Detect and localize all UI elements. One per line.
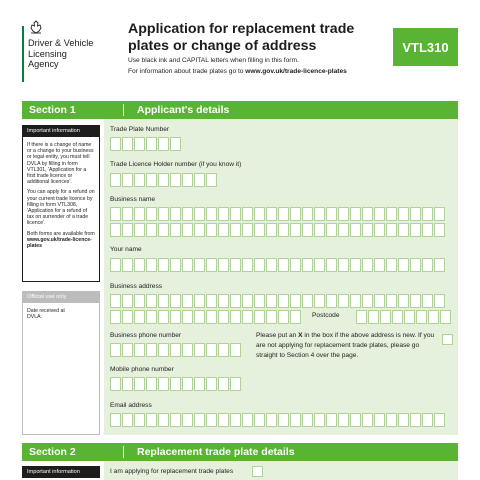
character-box[interactable] — [158, 413, 169, 427]
character-box[interactable] — [380, 310, 391, 324]
character-box[interactable] — [302, 223, 313, 237]
character-box[interactable] — [266, 310, 277, 324]
character-box[interactable] — [158, 258, 169, 272]
character-box[interactable] — [302, 258, 313, 272]
character-box[interactable] — [398, 413, 409, 427]
character-box[interactable] — [110, 310, 121, 324]
character-box[interactable] — [134, 310, 145, 324]
character-box[interactable] — [254, 223, 265, 237]
character-box[interactable] — [134, 137, 145, 151]
character-box[interactable] — [182, 223, 193, 237]
character-box[interactable] — [338, 294, 349, 308]
character-box[interactable] — [170, 413, 181, 427]
character-box[interactable] — [122, 343, 133, 357]
mobile-phone-input[interactable] — [110, 377, 242, 391]
character-box[interactable] — [242, 223, 253, 237]
character-box[interactable] — [314, 258, 325, 272]
important-info-p3 — [27, 231, 95, 250]
logo-rule — [22, 26, 24, 82]
character-box[interactable] — [302, 294, 313, 308]
postcode-label: Postcode — [312, 312, 340, 319]
email-label: Email address — [110, 402, 152, 409]
character-box[interactable] — [182, 258, 193, 272]
character-box[interactable] — [266, 413, 277, 427]
character-box[interactable] — [374, 207, 385, 221]
character-box[interactable] — [182, 310, 193, 324]
character-box[interactable] — [362, 413, 373, 427]
character-box[interactable] — [398, 258, 409, 272]
character-box[interactable] — [134, 258, 145, 272]
character-box[interactable] — [398, 294, 409, 308]
character-box[interactable] — [386, 207, 397, 221]
trade-licence-holder-label: Trade Licence Holder number (if you know it) — [110, 161, 242, 168]
character-box[interactable] — [194, 258, 205, 272]
character-box[interactable] — [194, 343, 205, 357]
character-box[interactable] — [314, 223, 325, 237]
character-box[interactable] — [146, 223, 157, 237]
character-box[interactable] — [278, 310, 289, 324]
agency-name: Driver & Vehicle Licensing Agency — [28, 38, 94, 69]
business-phone-label: Business phone number — [110, 332, 182, 339]
trade-plate-number-label: Trade Plate Number — [110, 126, 170, 133]
character-box[interactable] — [428, 310, 439, 324]
character-box[interactable] — [122, 294, 133, 308]
note-prefix: Please put an — [256, 332, 299, 339]
character-box[interactable] — [350, 207, 361, 221]
character-box[interactable] — [194, 294, 205, 308]
character-box[interactable] — [158, 173, 169, 187]
character-box[interactable] — [146, 294, 157, 308]
character-box[interactable] — [278, 413, 289, 427]
character-box[interactable] — [182, 343, 193, 357]
character-box[interactable] — [134, 223, 145, 237]
character-box[interactable] — [362, 294, 373, 308]
character-box[interactable] — [398, 223, 409, 237]
business-address-input-row1[interactable] — [110, 294, 446, 308]
character-box[interactable] — [158, 310, 169, 324]
character-box[interactable] — [206, 413, 217, 427]
character-box[interactable] — [302, 207, 313, 221]
applying-label: I am applying for replacement trade plates — [110, 468, 234, 475]
character-box[interactable] — [302, 413, 313, 427]
character-box[interactable] — [242, 258, 253, 272]
trade-licence-holder-input[interactable] — [110, 173, 218, 187]
business-name-input-row1[interactable] — [110, 207, 446, 221]
character-box[interactable] — [146, 377, 157, 391]
character-box[interactable] — [122, 207, 133, 221]
character-box[interactable] — [194, 413, 205, 427]
character-box[interactable] — [362, 223, 373, 237]
character-box[interactable] — [326, 413, 337, 427]
section1-number: Section 1 — [29, 104, 76, 116]
character-box[interactable] — [110, 258, 121, 272]
character-box[interactable] — [386, 223, 397, 237]
character-box[interactable] — [356, 310, 367, 324]
section2-name: Replacement trade plate details — [137, 446, 295, 458]
character-box[interactable] — [290, 207, 301, 221]
important-info-p3-prefix: Both forms are available from — [27, 230, 95, 237]
character-box[interactable] — [206, 294, 217, 308]
section2-bar — [22, 443, 458, 461]
character-box[interactable] — [134, 207, 145, 221]
character-box[interactable] — [182, 294, 193, 308]
character-box[interactable] — [410, 413, 421, 427]
character-box[interactable] — [416, 310, 427, 324]
character-box[interactable] — [410, 223, 421, 237]
character-box[interactable] — [134, 294, 145, 308]
character-box[interactable] — [110, 223, 121, 237]
important-info-body — [22, 137, 100, 282]
important-info-link[interactable]: www.gov.uk/trade-licence-plates — [27, 236, 92, 250]
official-use-heading: Official use only — [22, 291, 100, 303]
character-box[interactable] — [314, 413, 325, 427]
character-box[interactable] — [230, 223, 241, 237]
mobile-phone-label: Mobile phone number — [110, 366, 174, 373]
character-box[interactable] — [170, 294, 181, 308]
section1-divider — [123, 104, 124, 116]
section1-name: Applicant's details — [137, 104, 230, 116]
character-box[interactable] — [434, 294, 445, 308]
character-box[interactable] — [434, 223, 445, 237]
character-box[interactable] — [422, 223, 433, 237]
character-box[interactable] — [194, 173, 205, 187]
character-box[interactable] — [386, 413, 397, 427]
form-info — [128, 68, 347, 75]
trade-plate-number-input[interactable] — [110, 137, 182, 151]
note-rest: in the box if the above address is new. If you are not applying for replacement trade plates, please go straight to Section 4 over the page. — [256, 332, 435, 359]
form-info-link[interactable]: www.gov.uk/trade-licence-plates — [245, 68, 347, 75]
section1-bar — [22, 101, 458, 119]
character-box[interactable] — [242, 294, 253, 308]
character-box[interactable] — [170, 377, 181, 391]
character-box[interactable] — [122, 310, 133, 324]
character-box[interactable] — [254, 258, 265, 272]
new-address-checkbox[interactable] — [442, 334, 453, 345]
character-box[interactable] — [266, 294, 277, 308]
character-box[interactable] — [242, 413, 253, 427]
important-info-p1: If there is a change of name or a change to your business or legal entity, you must tell DVLA by filling in form VTL301, 'Application for a first trade licence or additional licences'. — [27, 142, 94, 186]
character-box[interactable] — [218, 294, 229, 308]
form-instruction: Use black ink and CAPITAL letters when filling in this form. — [128, 57, 299, 64]
character-box[interactable] — [290, 223, 301, 237]
character-box[interactable] — [440, 310, 451, 324]
character-box[interactable] — [110, 377, 121, 391]
character-box[interactable] — [170, 310, 181, 324]
postcode-input[interactable] — [356, 310, 452, 324]
character-box[interactable] — [404, 310, 415, 324]
character-box[interactable] — [230, 310, 241, 324]
character-box[interactable] — [122, 413, 133, 427]
character-box[interactable] — [290, 294, 301, 308]
character-box[interactable] — [410, 207, 421, 221]
character-box[interactable] — [122, 258, 133, 272]
character-box[interactable] — [386, 258, 397, 272]
character-box[interactable] — [218, 377, 229, 391]
character-box[interactable] — [242, 207, 253, 221]
character-box[interactable] — [278, 207, 289, 221]
character-box[interactable] — [218, 207, 229, 221]
character-box[interactable] — [434, 207, 445, 221]
character-box[interactable] — [122, 173, 133, 187]
character-box[interactable] — [242, 310, 253, 324]
character-box[interactable] — [422, 258, 433, 272]
character-box[interactable] — [206, 207, 217, 221]
character-box[interactable] — [392, 310, 403, 324]
character-box[interactable] — [146, 207, 157, 221]
character-box[interactable] — [326, 207, 337, 221]
character-box[interactable] — [206, 173, 217, 187]
character-box[interactable] — [182, 173, 193, 187]
character-box[interactable] — [158, 377, 169, 391]
character-box[interactable] — [146, 310, 157, 324]
character-box[interactable] — [146, 173, 157, 187]
character-box[interactable] — [374, 413, 385, 427]
character-box[interactable] — [194, 377, 205, 391]
character-box[interactable] — [134, 377, 145, 391]
character-box[interactable] — [350, 258, 361, 272]
form-title: Application for replacement trade plates or change of address — [128, 21, 355, 54]
applying-checkbox[interactable] — [252, 466, 263, 477]
character-box[interactable] — [266, 223, 277, 237]
important-info-heading: Important information — [22, 125, 100, 137]
business-name-label: Business name — [110, 196, 156, 203]
character-box[interactable] — [266, 207, 277, 221]
character-box[interactable] — [266, 258, 277, 272]
character-box[interactable] — [230, 294, 241, 308]
character-box[interactable] — [218, 223, 229, 237]
character-box[interactable] — [182, 377, 193, 391]
business-name-input-row2[interactable] — [110, 223, 446, 237]
character-box[interactable] — [218, 258, 229, 272]
character-box[interactable] — [158, 207, 169, 221]
character-box[interactable] — [170, 343, 181, 357]
character-box[interactable] — [338, 413, 349, 427]
character-box[interactable] — [134, 173, 145, 187]
character-box[interactable] — [362, 258, 373, 272]
character-box[interactable] — [422, 294, 433, 308]
character-box[interactable] — [206, 223, 217, 237]
character-box[interactable] — [314, 207, 325, 221]
royal-crest-icon — [28, 20, 44, 36]
character-box[interactable] — [350, 223, 361, 237]
character-box[interactable] — [230, 207, 241, 221]
character-box[interactable] — [422, 207, 433, 221]
character-box[interactable] — [230, 377, 241, 391]
character-box[interactable] — [278, 223, 289, 237]
character-box[interactable] — [194, 207, 205, 221]
character-box[interactable] — [422, 413, 433, 427]
character-box[interactable] — [146, 258, 157, 272]
business-address-label: Business address — [110, 283, 163, 290]
character-box[interactable] — [194, 310, 205, 324]
new-address-note — [256, 331, 436, 361]
character-box[interactable] — [374, 258, 385, 272]
character-box[interactable] — [290, 258, 301, 272]
character-box[interactable] — [218, 413, 229, 427]
character-box[interactable] — [170, 207, 181, 221]
character-box[interactable] — [110, 173, 121, 187]
character-box[interactable] — [146, 413, 157, 427]
character-box[interactable] — [434, 413, 445, 427]
character-box[interactable] — [194, 223, 205, 237]
character-box[interactable] — [434, 258, 445, 272]
email-input[interactable] — [110, 413, 446, 427]
character-box[interactable] — [182, 207, 193, 221]
character-box[interactable] — [254, 413, 265, 427]
character-box[interactable] — [326, 223, 337, 237]
character-box[interactable] — [326, 294, 337, 308]
character-box[interactable] — [362, 207, 373, 221]
character-box[interactable] — [254, 310, 265, 324]
note-x: X — [298, 332, 303, 339]
character-box[interactable] — [170, 223, 181, 237]
your-name-input[interactable] — [110, 258, 446, 272]
official-use-body — [22, 303, 100, 435]
character-box[interactable] — [218, 310, 229, 324]
character-box[interactable] — [254, 294, 265, 308]
character-box[interactable] — [374, 294, 385, 308]
character-box[interactable] — [410, 294, 421, 308]
character-box[interactable] — [218, 343, 229, 357]
character-box[interactable] — [278, 258, 289, 272]
important-info-p2: You can apply for a refund on your current trade licence by filling in form VTL308, 'Application for a refund of tax on surrender of a trade licence'. — [27, 189, 95, 227]
character-box[interactable] — [254, 207, 265, 221]
character-box[interactable] — [206, 343, 217, 357]
character-box[interactable] — [134, 343, 145, 357]
business-address-input-row2[interactable] — [110, 310, 302, 324]
character-box[interactable] — [338, 207, 349, 221]
character-box[interactable] — [398, 207, 409, 221]
character-box[interactable] — [206, 258, 217, 272]
character-box[interactable] — [122, 223, 133, 237]
character-box[interactable] — [158, 343, 169, 357]
character-box[interactable] — [314, 294, 325, 308]
date-received-label: Date received at DVLA: — [27, 308, 65, 321]
character-box[interactable] — [170, 173, 181, 187]
character-box[interactable] — [350, 413, 361, 427]
character-box[interactable] — [158, 223, 169, 237]
character-box[interactable] — [338, 258, 349, 272]
character-box[interactable] — [170, 258, 181, 272]
character-box[interactable] — [134, 413, 145, 427]
character-box[interactable] — [146, 343, 157, 357]
business-phone-input[interactable] — [110, 343, 242, 357]
your-name-label: Your name — [110, 246, 142, 253]
character-box[interactable] — [158, 137, 169, 151]
character-box[interactable] — [230, 413, 241, 427]
character-box[interactable] — [290, 310, 301, 324]
character-box[interactable] — [158, 294, 169, 308]
character-box[interactable] — [206, 310, 217, 324]
character-box[interactable] — [110, 413, 121, 427]
character-box[interactable] — [326, 258, 337, 272]
section2-important-heading: Important information — [22, 466, 100, 478]
character-box[interactable] — [350, 294, 361, 308]
character-box[interactable] — [110, 343, 121, 357]
character-box[interactable] — [338, 223, 349, 237]
character-box[interactable] — [122, 377, 133, 391]
character-box[interactable] — [206, 377, 217, 391]
character-box[interactable] — [374, 223, 385, 237]
character-box[interactable] — [230, 343, 241, 357]
character-box[interactable] — [230, 258, 241, 272]
character-box[interactable] — [110, 207, 121, 221]
character-box[interactable] — [110, 294, 121, 308]
character-box[interactable] — [410, 258, 421, 272]
section2-number: Section 2 — [29, 446, 76, 458]
character-box[interactable] — [110, 137, 121, 151]
section2-divider — [123, 446, 124, 458]
character-box[interactable] — [368, 310, 379, 324]
character-box[interactable] — [122, 137, 133, 151]
form-code-badge: VTL310 — [393, 28, 458, 66]
character-box[interactable] — [146, 137, 157, 151]
character-box[interactable] — [170, 137, 181, 151]
form-info-prefix: For information about trade plates go to — [128, 68, 246, 75]
character-box[interactable] — [278, 294, 289, 308]
character-box[interactable] — [290, 413, 301, 427]
character-box[interactable] — [182, 413, 193, 427]
character-box[interactable] — [386, 294, 397, 308]
